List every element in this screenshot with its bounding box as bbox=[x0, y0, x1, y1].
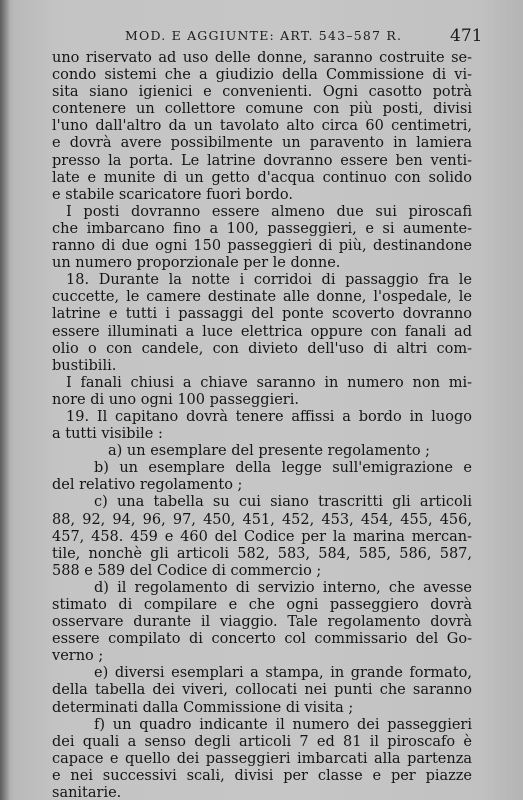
text-line: late e munite di un getto d'acqua continuo con solido bbox=[52, 169, 472, 186]
text-line: un numero proporzionale per le donne. bbox=[52, 255, 341, 272]
text-line: dei quali a senso degli articoli 7 ed 81 il piroscafo è bbox=[52, 733, 472, 750]
text-line: 88, 92, 94, 96, 97, 450, 451, 452, 453, 454, 455, 456, bbox=[52, 511, 472, 528]
text-line: e stabile scaricatore fuori bordo. bbox=[52, 186, 293, 203]
text-line: 457, 458. 459 e 460 del Codice per la marina mercan- bbox=[52, 528, 472, 545]
text-line: del relativo regolamento ; bbox=[52, 477, 243, 494]
text-line: f) un quadro indicante il numero dei passeggieri bbox=[94, 716, 472, 733]
text-line: tile, nonchè gli articoli 582, 583, 584, 585, 586, 587, bbox=[52, 545, 472, 562]
text-line: essere illuminati a luce elettrica oppure con fanali ad bbox=[52, 323, 472, 340]
text-line: capace e quello dei passeggieri imbarcati alla partenza bbox=[52, 750, 472, 767]
text-line: I fanali chiusi a chiave saranno in numero non mi- bbox=[66, 374, 472, 391]
text-line: e nei successivi scali, divisi per classe e per piazze bbox=[52, 767, 472, 784]
text-line: osservare durante il viaggio. Tale regolamento dovrà bbox=[52, 614, 472, 631]
text-line: ranno di due ogni 150 passeggieri di più, destinandone bbox=[52, 238, 472, 255]
text-line: nore di uno ogni 100 passeggieri. bbox=[52, 391, 299, 408]
running-head: MOD. E AGGIUNTE: ART. 543–587 R. bbox=[125, 28, 403, 43]
text-line: 18. Durante la notte i corridoi di passaggio fra le bbox=[66, 272, 472, 289]
page-number: 471 bbox=[450, 26, 483, 46]
text-line: l'uno dall'altro da un tavolato alto circa 60 centimetri, bbox=[52, 118, 472, 135]
text-line: e dovrà avere possibilmente un paravento in lamiera bbox=[52, 135, 472, 152]
text-line: I posti dovranno essere almeno due sui piroscafi bbox=[66, 203, 472, 220]
text-line: essere compilato di concerto col commissario del Go- bbox=[52, 631, 472, 648]
text-line: c) una tabella su cui siano trascritti gli articoli bbox=[94, 494, 472, 511]
text-line: b) un esemplare della legge sull'emigrazione e bbox=[94, 460, 472, 477]
text-line: contenere un collettore comune con più posti, divisi bbox=[52, 101, 472, 118]
text-line: presso la porta. Le latrine dovranno essere ben venti- bbox=[52, 152, 472, 169]
text-line: cuccette, le camere destinate alle donne, l'ospedale, le bbox=[52, 289, 472, 306]
text-line: che imbarcano fino a 100, passeggieri, e si aumente- bbox=[52, 220, 472, 237]
text-line: sita siano igienici e convenienti. Ogni casotto potrà bbox=[52, 84, 472, 101]
text-line: condo sistemi che a giudizio della Commissione di vi- bbox=[52, 67, 472, 84]
text-line: stimato di compilare e che ogni passeggiero dovrà bbox=[52, 597, 472, 613]
text-line: a) un esemplare del presente regolamento ; bbox=[108, 443, 431, 460]
body-text bbox=[52, 50, 472, 800]
text-line: sanitarie. bbox=[52, 785, 122, 800]
text-line: bustibili. bbox=[52, 357, 117, 374]
text-line: 19. Il capitano dovrà tenere affissi a bordo in luogo bbox=[66, 408, 472, 425]
text-line: e) diversi esemplari a stampa, in grande formato, bbox=[94, 665, 472, 682]
text-line: uno riservato ad uso delle donne, saranno costruite se- bbox=[52, 50, 472, 66]
text-line: determinati dalla Commissione di visita ; bbox=[52, 699, 354, 716]
text-line: verno ; bbox=[52, 648, 104, 665]
text-line: a tutti visibile : bbox=[52, 426, 163, 443]
text-line: d) il regolamento di servizio interno, che avesse bbox=[94, 579, 472, 596]
text-line: della tabella dei viveri, collocati nei punti che saranno bbox=[52, 682, 472, 699]
page-header bbox=[0, 26, 523, 50]
binding-shadow bbox=[0, 0, 10, 800]
text-line: 588 e 589 del Codice di commercio ; bbox=[52, 562, 322, 579]
text-line: olio o con candele, con divieto dell'uso di altri com- bbox=[52, 340, 472, 357]
text-line: latrine e tutti i passaggi del ponte scoverto dovranno bbox=[52, 306, 472, 323]
